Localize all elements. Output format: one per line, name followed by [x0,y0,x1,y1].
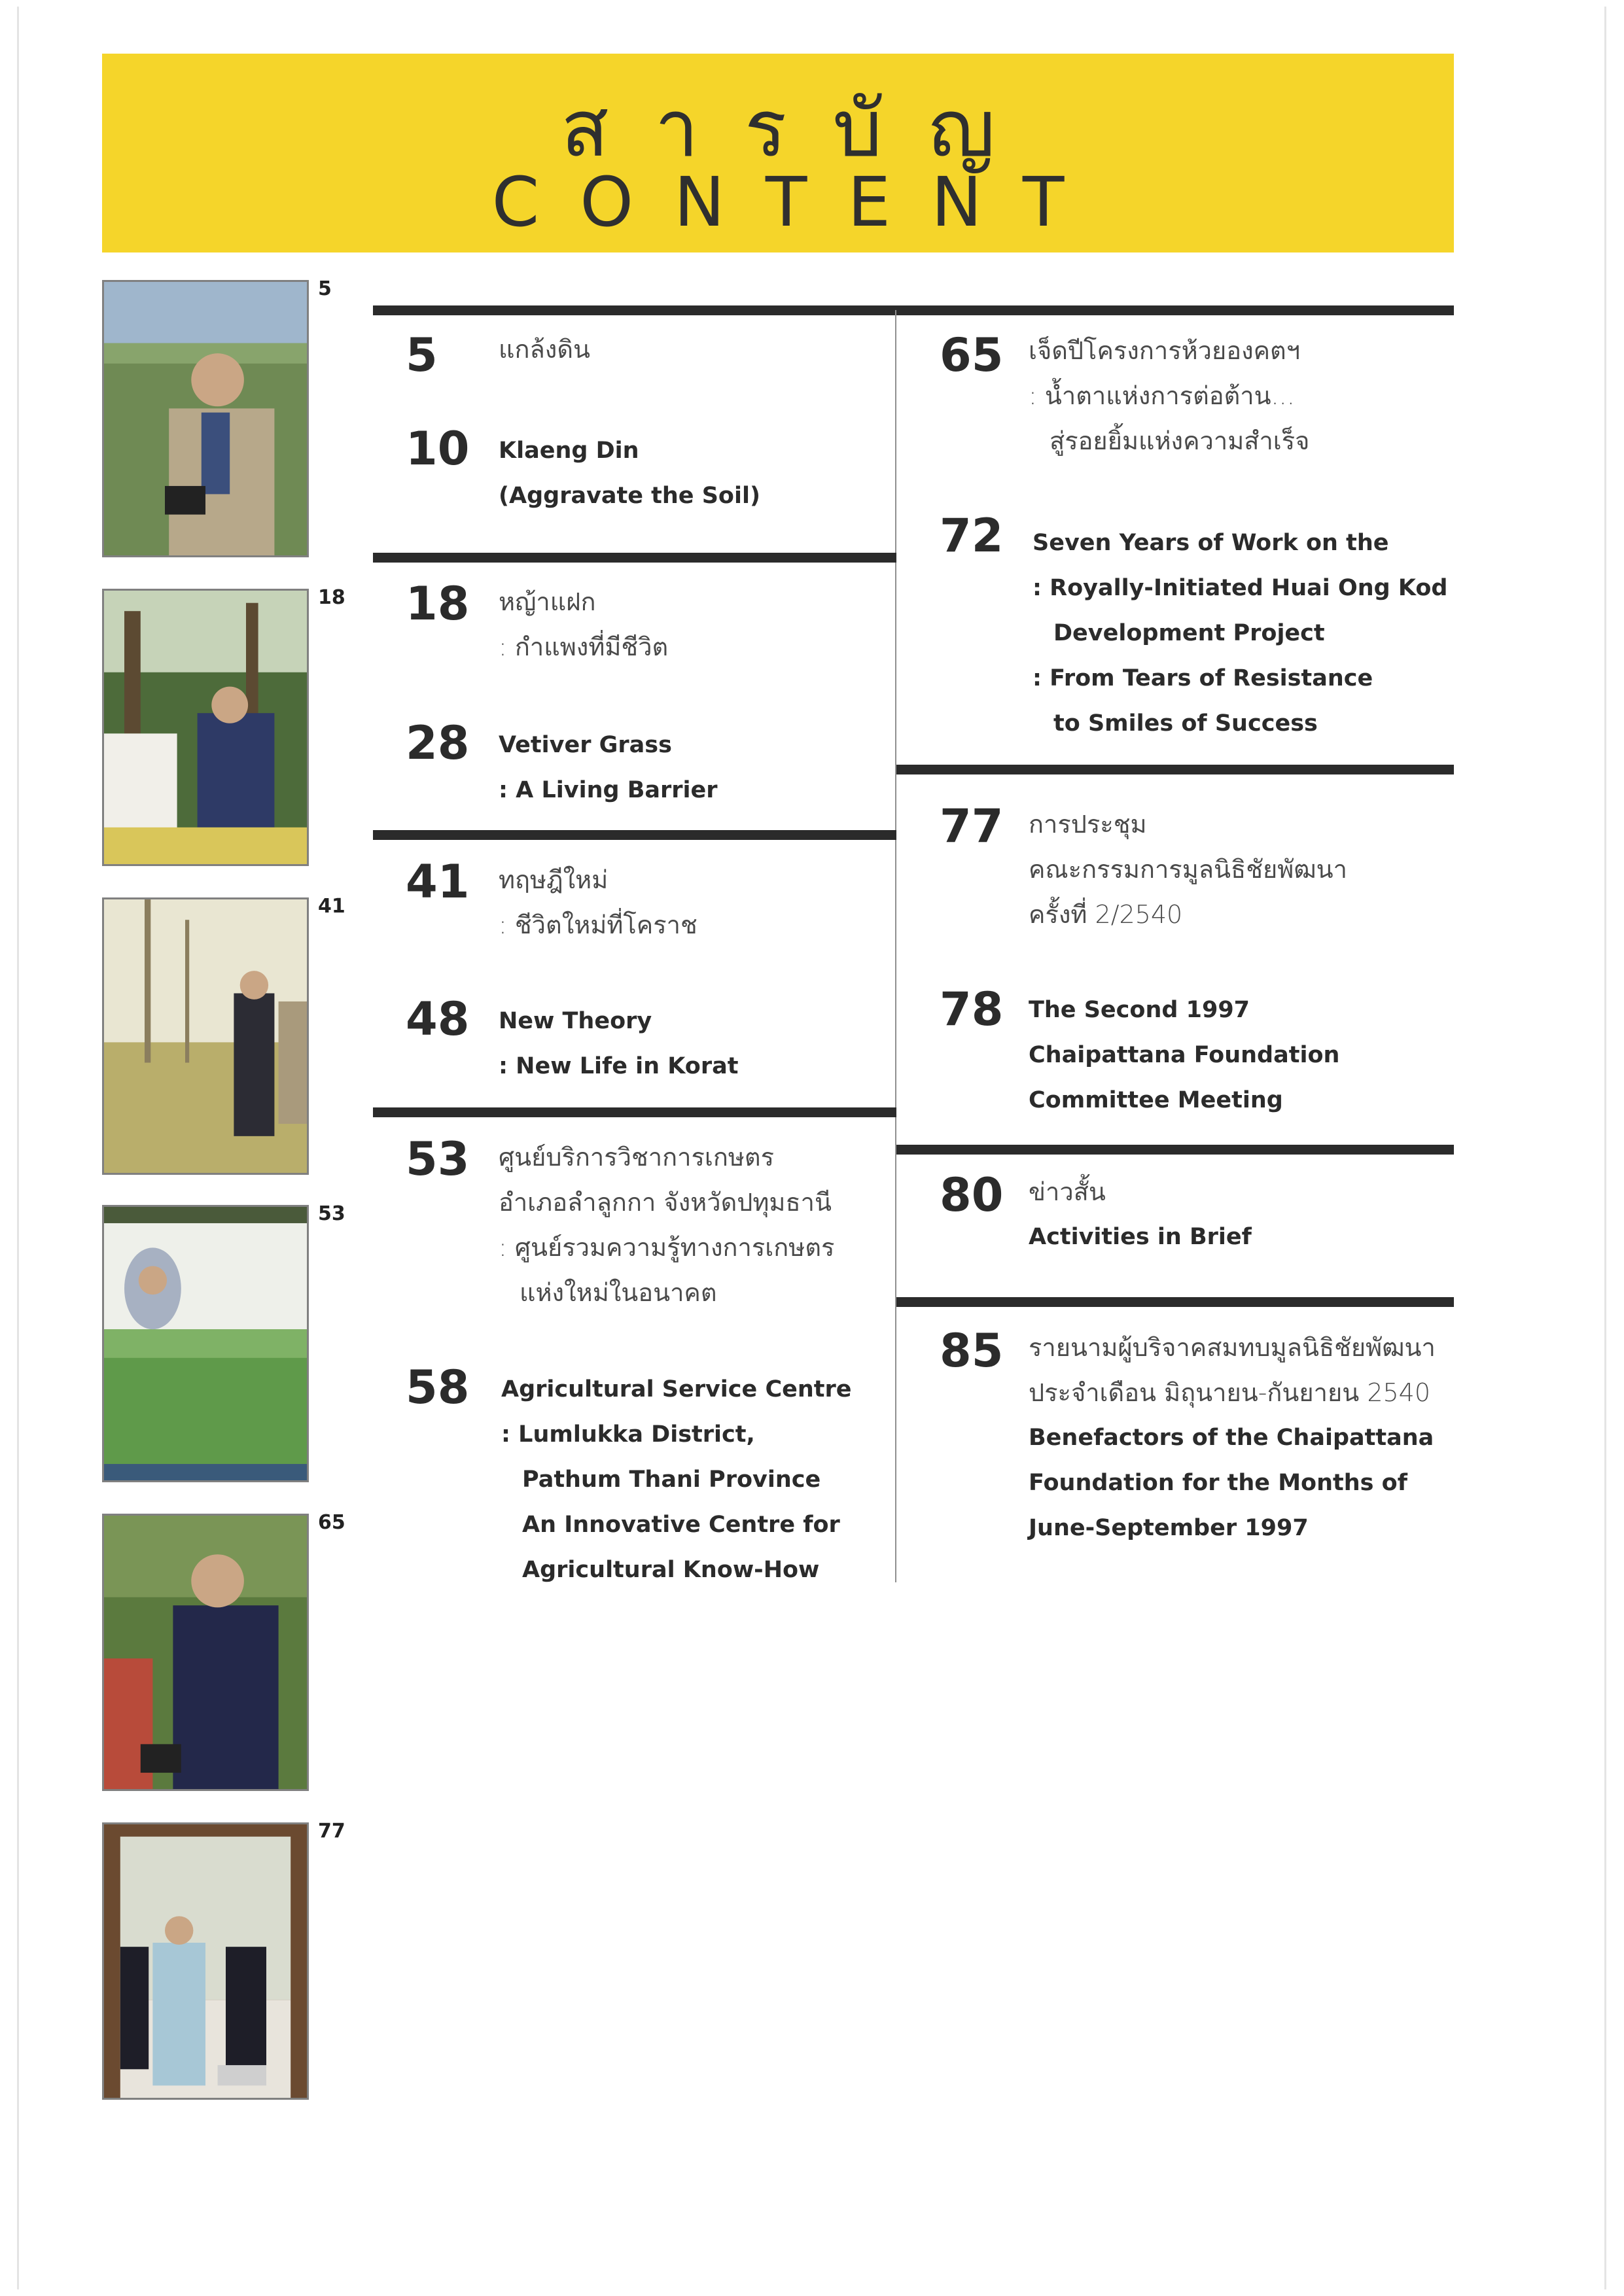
entry-line: (Aggravate the Soil) [499,483,760,509]
entry-line: Seven Years of Work on the [1033,530,1389,556]
entry-line: การประชุม [1029,810,1147,839]
top-rule [373,305,1454,315]
column-divider [895,310,896,1582]
rule-left-1 [373,553,896,563]
photo-page-5 [102,280,309,557]
photo-label-77: 77 [318,1820,345,1843]
entry-line: : กำแพงที่มีชีวิต [499,633,669,661]
entry-line: Pathum Thani Province [522,1467,821,1493]
page-number: 72 [940,509,1004,563]
entry-line: อำเภอลำลูกกา จังหวัดปทุมธานี [499,1188,832,1217]
entry-line: ข่าวสั้น [1029,1177,1106,1206]
entry-line: Agricultural Service Centre [501,1376,852,1402]
photo-page-41 [102,897,309,1175]
entry-line: ประจำเดือน มิถุนายน-กันยายน 2540 [1029,1378,1431,1407]
entry-line: : Royally-Initiated Huai Ong Kod [1033,575,1448,601]
page-number: 58 [406,1361,470,1414]
title-english: CONTENT [491,162,1105,242]
page-number: 78 [940,983,1004,1036]
page-number: 48 [406,992,470,1046]
page-number: 65 [940,328,1004,382]
photo-label-5: 5 [318,277,332,300]
entry-line: Foundation for the Months of [1029,1470,1407,1496]
entry-line: ศูนย์บริการวิชาการเกษตร [499,1143,775,1172]
entry-line: รายนามผู้บริจาคสมทบมูลนิธิชัยพัฒนา [1029,1333,1436,1362]
entry-line: An Innovative Centre for [522,1512,840,1538]
entry-line: : ชีวิตใหม่ที่โคราช [499,911,697,939]
header-banner [102,54,1454,252]
entry-line: : A Living Barrier [499,777,718,803]
entry-line: Vetiver Grass [499,732,672,758]
rule-left-3 [373,1107,896,1117]
photo-label-41: 41 [318,895,345,918]
photo-page-77 [102,1822,309,2100]
entry-line: : From Tears of Resistance [1033,665,1373,691]
title-thai: สารบัญ [561,84,1041,175]
page-number: 53 [406,1132,470,1186]
entry-line: Activities in Brief [1029,1224,1252,1250]
entry-line: เจ็ดปีโครงการห้วยองคตฯ [1029,336,1301,365]
page-number: 10 [406,422,470,476]
entry-line: ทฤษฎีใหม่ [499,865,609,894]
rule-right-3 [896,1297,1454,1307]
photo-label-65: 65 [318,1511,345,1534]
entry-line: Development Project [1053,620,1325,646]
entry-line: to Smiles of Success [1053,710,1318,737]
page-number: 80 [940,1168,1004,1222]
entry-line: Benefactors of the Chaipattana [1029,1425,1434,1451]
entry-line: The Second 1997 [1029,997,1250,1023]
rule-right-2 [896,1145,1454,1155]
photo-page-53 [102,1205,309,1482]
entry-line: : Lumlukka District, [501,1421,755,1448]
entry-line: แห่งใหม่ในอนาคต [520,1278,717,1307]
entry-line: Klaeng Din [499,438,639,464]
page-edge-left [17,7,19,2289]
page-number: 5 [406,328,438,382]
entry-line: Agricultural Know-How [522,1557,820,1583]
page-number: 85 [940,1324,1004,1378]
page-edge-right [1604,7,1606,2289]
rule-right-1 [896,765,1454,774]
entry-line: สู่รอยยิ้มแห่งความสำเร็จ [1050,426,1310,455]
entry-line: แกล้งดิน [499,335,590,364]
entry-line: Chaipattana Foundation [1029,1042,1340,1068]
photo-label-18: 18 [318,586,345,609]
entry-line: New Theory [499,1008,652,1034]
page-number: 18 [406,577,470,631]
entry-line: หญ้าแฝก [499,587,596,616]
entry-line: คณะกรรมการมูลนิธิชัยพัฒนา [1029,855,1347,884]
photo-label-53: 53 [318,1202,345,1225]
page-number: 41 [406,855,470,909]
entry-line: ครั้งที่ 2/2540 [1029,900,1183,929]
photo-page-65 [102,1514,309,1791]
entry-line: : น้ำตาแห่งการต่อต้าน... [1029,381,1295,410]
photo-page-18 [102,589,309,866]
entry-line: : ศูนย์รวมความรู้ทางการเกษตร [499,1233,835,1262]
page-number: 77 [940,799,1004,853]
entry-line: : New Life in Korat [499,1053,739,1079]
entry-line: Committee Meeting [1029,1087,1283,1113]
rule-left-2 [373,830,896,840]
page-number: 28 [406,716,470,770]
entry-line: June-September 1997 [1029,1515,1309,1541]
